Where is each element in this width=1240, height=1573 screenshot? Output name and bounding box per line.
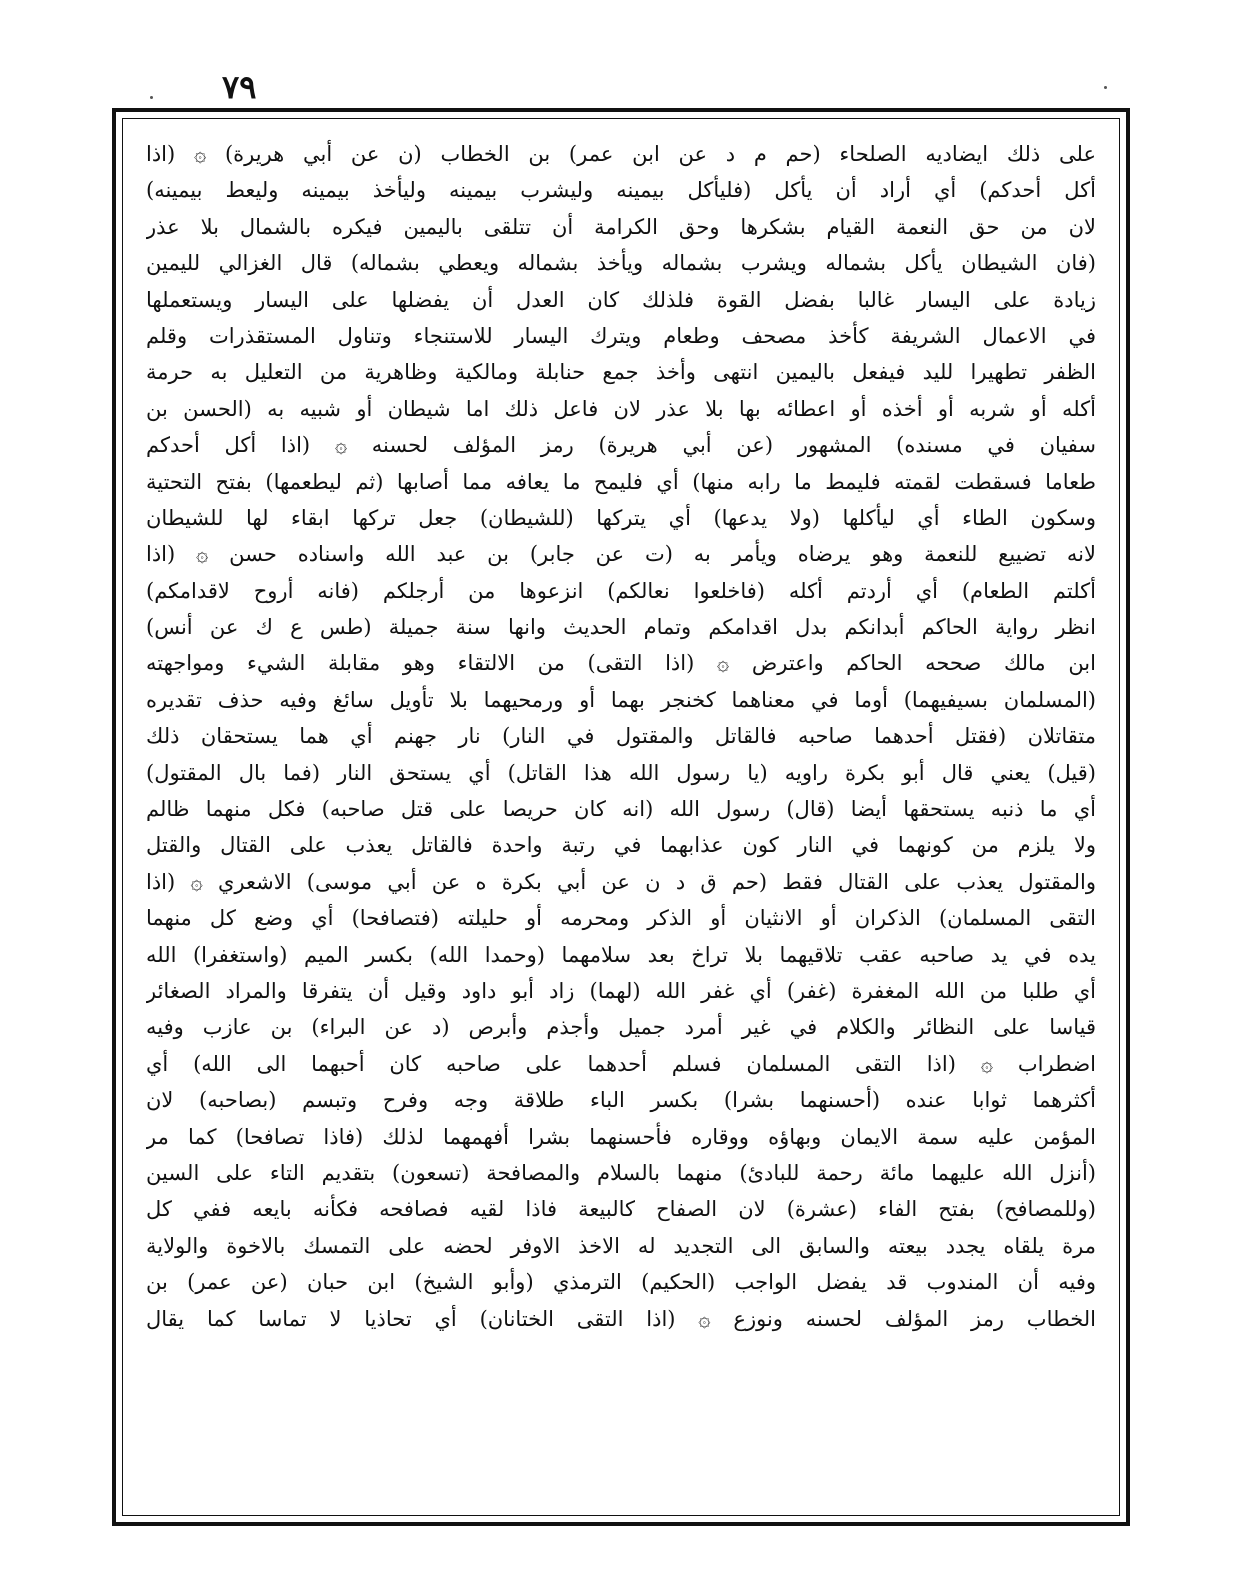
- scan-speck: [1104, 86, 1107, 89]
- text-line: اضطراب ۞ (اذا التقى المسلمان فسلم أحدهما على صاحبه كان أحبهما الى الله) أي: [146, 1051, 1096, 1076]
- text-line: أكل أحدكم) أي أراد أن يأكل (فليأكل بيمينه وليشرب بيمينه وليأخذ بيمينه وليعط بيمينه): [146, 178, 1096, 203]
- text-line: سفيان في مسنده) المشهور (عن أبي هريرة) رمز المؤلف لحسنه ۞ (اذا أكل أحدكم: [146, 433, 1096, 458]
- text-line: في الاعمال الشريفة كأخذ مصحف وطعام ويترك اليسار للاستنجاء وتناول المستقذرات وقلم: [146, 323, 1096, 348]
- text-line: (وللمصافح) بفتح الفاء (عشرة) لان الصفاح كالبيعة فاذا لقيه فصافحه فكأنه بايعه ففي كل: [146, 1197, 1096, 1222]
- text-line: الخطاب رمز المؤلف لحسنه ونوزع ۞ (اذا التقى الختانان) أي تحاذيا لا تماسا كما يقال: [146, 1306, 1096, 1331]
- text-line: (فان الشيطان يأكل بشماله ويشرب بشماله ويأخذ بشماله ويعطي بشماله) قال الغزالي لليمين: [146, 251, 1096, 276]
- text-line: مرة يلقاه يجدد بيعته والسابق الى التجديد له الاخذ الاوفر لحضه على التمسك بالاخوة والولاية: [146, 1233, 1096, 1258]
- text-line: المؤمن عليه سمة الايمان وبهاؤه ووقاره فأحسنهما بشرا أفهمهما لذلك (فاذا تصافحا) كما مر: [146, 1124, 1096, 1149]
- text-line: أكله أو شربه أو أخذه أو اعطائه بها بلا عذر لان فاعل ذلك اما شيطان أو شبيه به (الحسن بن: [146, 396, 1096, 421]
- text-line: [146, 1373, 1096, 1409]
- text-line: الظفر تطهيرا لليد فيفعل باليمين انتهى وأخذ جمع حنابلة ومالكية وظاهرية من التعليل به حرمة: [146, 360, 1096, 385]
- text-line: وفيه أن المندوب قد يفضل الواجب (الحكيم) الترمذي (وأبو الشيخ) ابن حبان (عن عمر) بن: [146, 1270, 1096, 1295]
- text-line: [146, 1410, 1096, 1446]
- page-number: ٧٩: [222, 68, 257, 106]
- text-line: انظر رواية الحاكم أبدانكم بدل اقدامكم وتمام الحديث وانها سنة جميلة (طس ع ك عن أنس): [146, 615, 1096, 640]
- text-line: قياسا على النظائر والكلام في غير أمرد جميل وأجذم وأبرص (د عن البراء) بن عازب وفيه: [146, 1015, 1096, 1040]
- text-line: زيادة على اليسار غالبا بفضل القوة فلذلك كان العدل أن يفضلها على اليسار ويستعملها: [146, 287, 1096, 312]
- text-line: طعاما فسقطت لقمته فليمط ما رابه منها) أي فليمح ما يعافه مما أصابها (ثم ليطعمها) بفتح التحتية: [146, 469, 1096, 494]
- text-line: لانه تضييع للنعمة وهو يرضاه ويأمر به (ت عن جابر) بن عبد الله واسناده حسن ۞ (اذا: [146, 542, 1096, 567]
- text-line: (قيل) يعني قال أبو بكرة راويه (يا رسول الله هذا القاتل) أي يستحق النار (فما بال المقتول): [146, 760, 1096, 785]
- text-line: والمقتول يعذب على القتال فقط (حم ق د ن عن أبي بكرة ه عن أبي موسى) الاشعري ۞ (اذا: [146, 869, 1096, 894]
- text-line: [146, 1446, 1096, 1482]
- text-line: أي ما ذنبه يستحقها أيضا (قال) رسول الله (انه كان حريصا على قتل صاحبه) فكل منهما ظالم: [146, 797, 1096, 822]
- text-line: ولا يلزم من كونهما في النار كون عذابهما في رتبة واحدة فالقاتل يعذب على القتال والقتل: [146, 833, 1096, 858]
- text-line: التقى المسلمان) الذكران أو الانثيان أو الذكر ومحرمه أو حليلته (فتصافحا) أي وضع كل منهما: [146, 906, 1096, 931]
- scan-speck: [150, 96, 153, 99]
- text-line: أكثرهما ثوابا عنده (أحسنهما بشرا) بكسر الباء طلاقة وجه وفرح وتبسم (بصاحبه) لان: [146, 1088, 1096, 1113]
- text-line: [146, 1337, 1096, 1373]
- text-line: (المسلمان بسيفيهما) أوما في معناهما كخنجر بهما أو ورمحيهما بلا تأويل سائغ وفيه حذف تقديره: [146, 687, 1096, 712]
- text-line: أكلتم الطعام) أي أردتم أكله (فاخلعوا نعالكم) انزعوها من أرجلكم (فانه أروح لاقدامكم): [146, 578, 1096, 603]
- text-line: (أنزل الله عليهما مائة رحمة للبادئ) منهما بالسلام والمصافحة (تسعون) بتقديم التاء على السين: [146, 1160, 1096, 1185]
- text-line: على ذلك ايضاديه الصلحاء (حم م د عن ابن عمر) بن الخطاب (ن عن أبي هريرة) ۞ (اذا: [146, 142, 1096, 166]
- text-line: وسكون الطاء أي ليأكلها (ولا يدعها) أي يتركها (للشيطان) جعل تركها ابقاء لها للشيطان: [146, 505, 1096, 530]
- page-border: [112, 108, 1130, 1526]
- text-line: أي طلبا من الله المغفرة (غفر) أي غفر الله (لهما) زاد أبو داود وقيل أن يتفرقا والمراد الصغائر: [146, 978, 1096, 1003]
- body-text: [146, 136, 1096, 1514]
- text-line: لان من حق النعمة القيام بشكرها وحق الكرامة أن تتلقى باليمين فيكره بالشمال بلا عذر: [146, 214, 1096, 239]
- text-line: يده في يد صاحبه عقب تلاقيهما بلا تراخ بعد سلامهما (وحمدا الله) بكسر الميم (واستغفرا) الله: [146, 942, 1096, 967]
- text-line: ابن مالك صححه الحاكم واعترض ۞ (اذا التقى) من الالتقاء وهو مقابلة الشيء ومواجهته: [146, 651, 1096, 676]
- text-line: متقاتلان (فقتل أحدهما صاحبه فالقاتل والمقتول في النار) نار جهنم أي هما يستحقان ذلك: [146, 724, 1096, 749]
